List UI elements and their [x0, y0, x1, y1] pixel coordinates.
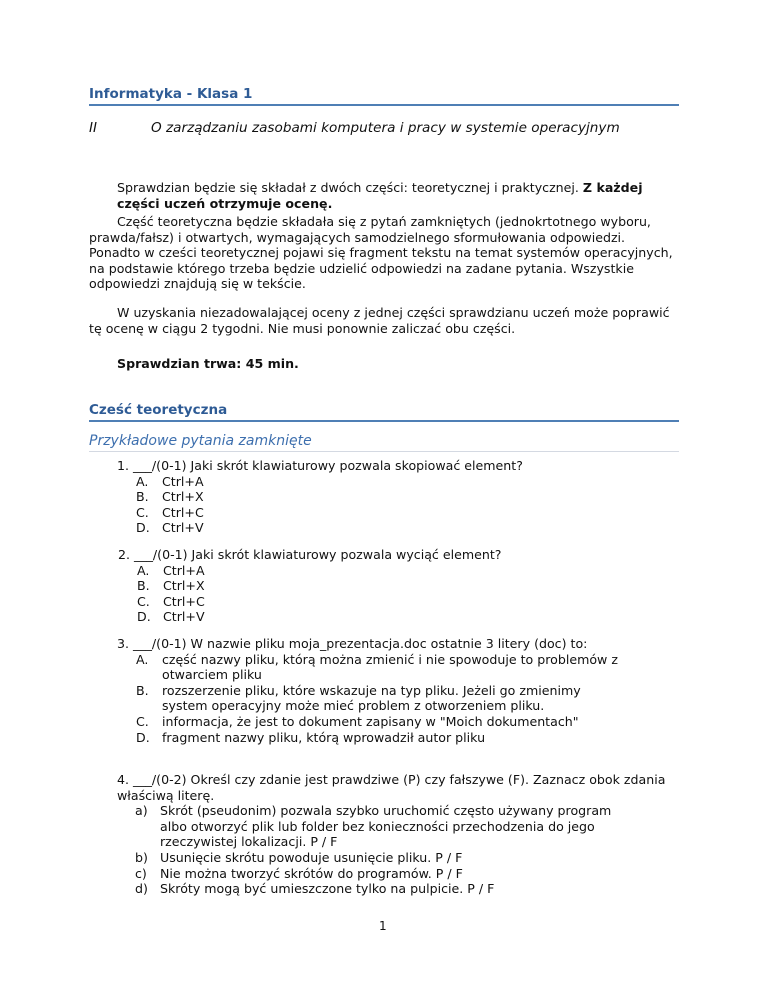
option-text: Ctrl+C [162, 504, 204, 520]
option-text: Skróty mogą być umieszczone tylko na pulpicie. P / F [160, 881, 495, 897]
option-label: D. [136, 520, 150, 536]
option-text: informacja, że jest to dokument zapisany w "Moich dokumentach" [162, 713, 579, 729]
option-text: Ctrl+V [163, 609, 205, 625]
option-text: część nazwy pliku, którą można zmienić i nie spowoduje to problemów z otwarciem pliku [162, 651, 618, 683]
option-label: A. [136, 651, 149, 667]
option-text: Ctrl+X [163, 578, 205, 594]
option-label: D. [137, 609, 151, 625]
question-4 [89, 772, 679, 897]
option-label: C. [136, 504, 149, 520]
option-text: Ctrl+X [162, 489, 204, 505]
question-2 [118, 547, 678, 625]
answer-option [117, 505, 677, 521]
duration-text: Sprawdzian trwa: 45 min. [117, 356, 299, 371]
answer-option [117, 652, 627, 683]
answer-option [117, 683, 627, 714]
intro-text: Sprawdzian będzie się składał z dwóch części: teoretycznej i praktycznej. [117, 180, 583, 195]
intro-paragraph-2 [89, 214, 679, 292]
question-stem: 3. ___/(0-1) W nazwie pliku moja_prezentacja.doc ostatnie 3 litery (doc) to: [117, 636, 588, 651]
intro-emphasis: Z każdej części uczeń otrzymuje ocenę. [117, 180, 643, 211]
intro-paragraph-2-text: Część teoretyczna będzie składała się z pytań zamkniętych (jednokrtotnego wyboru, prawda/fałsz) i otwartych, wymagających samodzielnego sformułowania odpowiedzi. Ponadto w cześci teoretycznej pojawi się fragment tekstu na temat systemów operacyjnych, na podstawie którego trzeba będzie udzielić odpowiedzi na zadane pytania. Wszystkie odpowiedzi znajdują się w tekście. [89, 214, 673, 292]
section-number: II [89, 120, 98, 136]
page-title: Informatyka - Klasa 1 [89, 86, 679, 106]
closed-questions-heading: Przykładowe pytania zamknięte [89, 433, 679, 452]
option-label: C. [137, 593, 150, 609]
option-text: Ctrl+C [163, 593, 205, 609]
option-label: D. [136, 729, 150, 745]
intro-paragraph-1 [89, 180, 679, 211]
option-text: fragment nazwy pliku, którą wprowadził autor pliku [162, 729, 486, 745]
intro-paragraph-3-text: W uzyskania niezadowalającej oceny z jednej części sprawdzianu uczeń może poprawić tę ocenę w ciągu 2 tygodni. Nie musi ponownie zaliczać obu części. [89, 305, 670, 336]
question-1 [117, 458, 677, 536]
question-stem: 1. ___/(0-1) Jaki skrót klawiaturowy pozwala skopiować element? [117, 458, 523, 473]
page-number: 1 [379, 919, 387, 933]
option-label: A. [136, 473, 149, 489]
option-label: d) [135, 881, 148, 897]
option-label: A. [137, 562, 150, 578]
option-text: Nie można tworzyć skrótów do programów. P / F [160, 865, 463, 881]
option-text: Usunięcie skrótu powoduje usunięcie pliku. P / F [160, 849, 463, 865]
option-label: a) [135, 803, 148, 819]
answer-option [118, 594, 678, 610]
option-text: Ctrl+A [163, 562, 205, 578]
answer-option [118, 563, 678, 579]
section-heading [89, 120, 620, 136]
question-3 [117, 636, 677, 745]
option-label: B. [137, 578, 150, 594]
section-title: O zarządzaniu zasobami komputera i pracy w systemie operacyjnym [151, 120, 620, 136]
option-label: c) [135, 865, 147, 881]
option-label: b) [135, 849, 148, 865]
answer-option [117, 730, 627, 746]
answer-option [117, 850, 617, 866]
answer-option [117, 714, 627, 730]
question-stem: 2. ___/(0-1) Jaki skrót klawiaturowy pozwala wyciąć element? [118, 547, 502, 562]
option-text: Ctrl+A [162, 473, 204, 489]
intro-paragraph-3 [89, 305, 679, 336]
answer-option [117, 489, 677, 505]
option-text: Ctrl+V [162, 520, 204, 536]
answer-option [117, 881, 617, 897]
theory-heading: Cześć teoretyczna [89, 402, 679, 422]
option-label: C. [136, 713, 149, 729]
answer-option [117, 803, 617, 850]
question-4-stem-text: 4. ___/(0-2) Określ czy zdanie jest prawdziwe (P) czy fałszywe (F). Zaznacz obok zdania właściwą literę. [117, 772, 666, 803]
answer-option [117, 474, 677, 490]
answer-option [117, 866, 617, 882]
option-label: B. [136, 489, 149, 505]
option-label: B. [136, 682, 149, 698]
duration-note [89, 356, 679, 372]
answer-option [117, 520, 677, 536]
answer-option [118, 609, 678, 625]
question-stem [89, 772, 679, 803]
option-text: Skrót (pseudonim) pozwala szybko uruchomić często używany program albo otworzyć plik lub folder bez konieczności przechodzenia do jego rzeczywistej lokalizacji. P / F [160, 803, 612, 850]
option-text: rozszerzenie pliku, które wskazuje na typ pliku. Jeżeli go zmienimy system operacyjny może mieć problem z otworzeniem pliku. [162, 682, 581, 714]
answer-option [118, 578, 678, 594]
